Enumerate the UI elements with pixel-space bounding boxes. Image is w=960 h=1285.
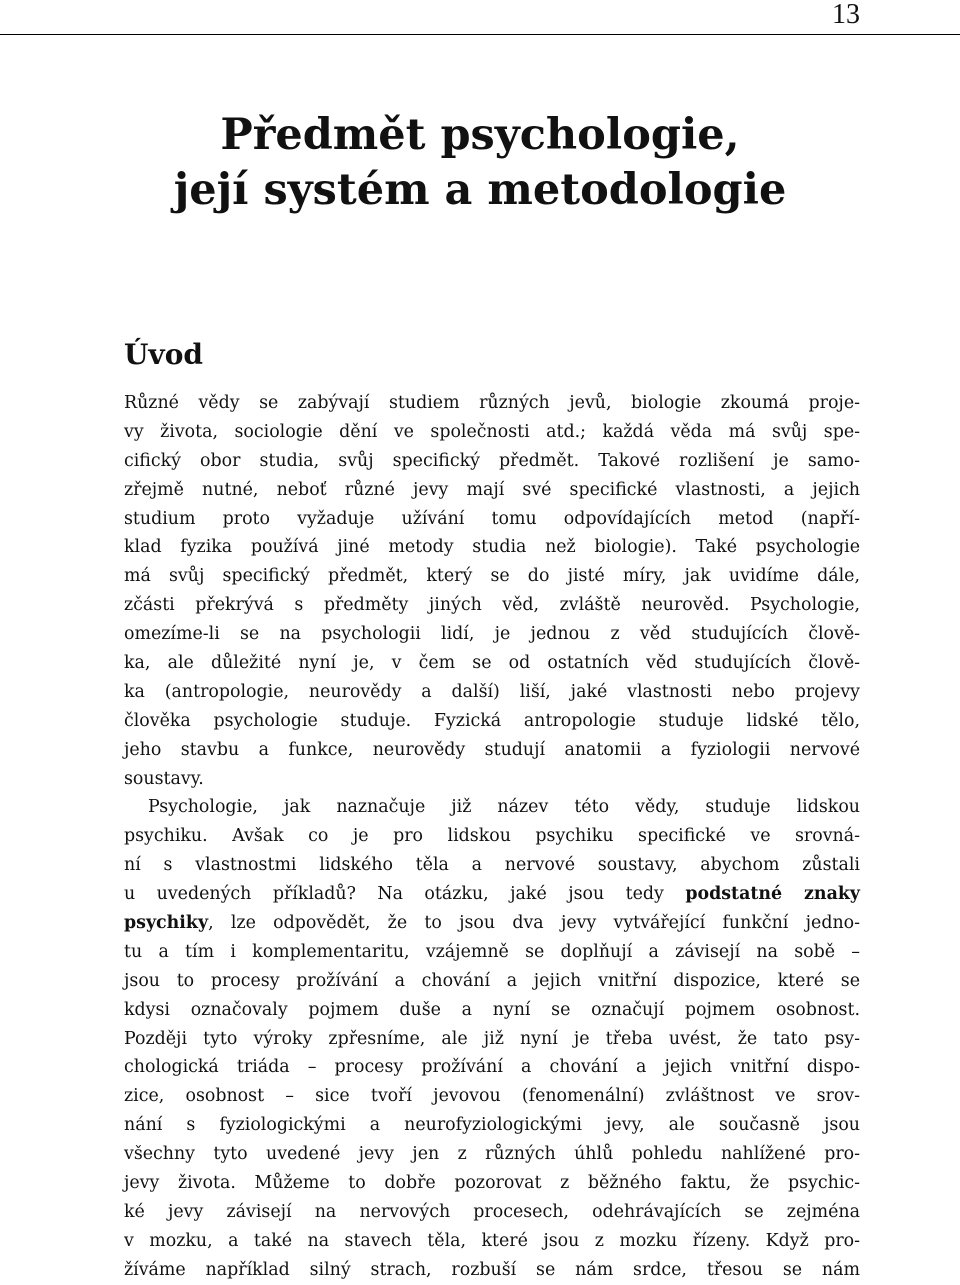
text-line: jsou to procesy prožívání a chování a jejich vnitřní dispozice, které se <box>124 970 860 991</box>
text-segment: , lze odpovědět, že to jsou dva jevy vytvářející funkční jedno- <box>208 913 860 934</box>
text-line: zice, osobnost – sice tvoří jevovou (fenomenální) zvláštnost ve srov- <box>124 1086 860 1107</box>
chapter-title <box>0 108 960 218</box>
text-line: v mozku, a také na stavech těla, které jsou z mozku řízeny. Když pro- <box>124 1230 860 1251</box>
text-line: má svůj specifický předmět, který se do jisté míry, jak uvidíme dále, <box>124 566 860 587</box>
text-line: soustavy. <box>124 768 204 789</box>
body-text <box>124 389 860 1285</box>
text-line: omezíme-li se na psychologii lidí, je jednou z věd studujících člově- <box>124 624 860 645</box>
text-line: člověka psychologie studuje. Fyzická antropologie studuje lidské tělo, <box>124 710 860 731</box>
text-line: vy života, sociologie dění ve společnosti atd.; každá věda má svůj spe- <box>124 421 860 442</box>
text-line <box>124 909 860 938</box>
text-line: ní s vlastnostmi lidského těla a nervové soustavy, abychom zůstali <box>124 855 860 876</box>
chapter-title-line-2: její systém a metodologie <box>173 165 787 215</box>
text-line <box>124 880 860 909</box>
text-line: žíváme například silný strach, rozbuší se nám srdce, třesou se nám <box>124 1259 860 1280</box>
section-heading: Úvod <box>124 338 203 371</box>
text-line: Psychologie, jak naznačuje již název této vědy, studuje lidskou <box>148 797 860 818</box>
paragraph-1 <box>124 389 860 793</box>
text-line: ka (antropologie, neurovědy a další) liší, jaké vlastnosti nebo projevy <box>124 681 860 702</box>
bold-phrase-continued: psychiky <box>124 913 209 934</box>
text-line: klad fyzika používá jiné metody studia než biologie). Také psychologie <box>124 537 860 558</box>
text-line: kdysi označovaly pojmem duše a nyní se označují pojmem osobnost. <box>124 999 860 1020</box>
text-line: studium proto vyžaduje užívání tomu odpovídajících metod (napří- <box>124 508 860 529</box>
text-line: jeho stavbu a funkce, neurovědy studují anatomii a fyziologii nervové <box>124 739 860 760</box>
paragraph-2 <box>124 793 860 1284</box>
text-line: ka, ale důležité nyní je, v čem se od ostatních věd studujících člově- <box>124 653 860 674</box>
text-segment: u uvedených příkladů? Na otázku, jaké jsou tedy <box>124 884 686 905</box>
text-line: Později tyto výroky zpřesníme, ale již nyní je třeba uvést, že tato psy- <box>124 1028 860 1049</box>
text-line: tu a tím i komplementaritu, vzájemně se doplňují a závisejí na sobě – <box>124 941 860 962</box>
text-line: ké jevy závisejí na nervových procesech, odehrávajících se zejména <box>124 1201 860 1222</box>
text-line: jevy života. Můžeme to dobře pozorovat z běžného faktu, že psychic- <box>124 1173 860 1194</box>
text-line: nání s fyziologickými a neurofyziologickými jevy, ale současně jsou <box>124 1115 860 1136</box>
text-line: Různé vědy se zabývají studiem různých jevů, biologie zkoumá proje- <box>124 393 860 413</box>
text-line: psychiku. Avšak co je pro lidskou psychiku specifické ve srovná- <box>124 826 860 847</box>
text-line: všechny tyto uvedené jevy jen z různých úhlů pohledu nahlížené pro- <box>124 1144 860 1165</box>
text-line: zčásti překrývá s předměty jiných věd, zvláště neurověd. Psychologie, <box>124 595 860 616</box>
text-line: chologická triáda – procesy prožívání a chování a jejich vnitřní dispo- <box>124 1057 860 1078</box>
text-line: zřejmě nutné, neboť různé jevy mají své specifické vlastnosti, a jejich <box>124 479 860 500</box>
text-line: cifický obor studia, svůj specifický předmět. Takové rozlišení je samo- <box>124 450 860 471</box>
bold-phrase: podstatné znaky <box>685 884 861 905</box>
page-number: 13 <box>832 0 860 30</box>
chapter-title-line-1: Předmět psychologie, <box>220 110 740 160</box>
header-rule <box>0 34 960 35</box>
